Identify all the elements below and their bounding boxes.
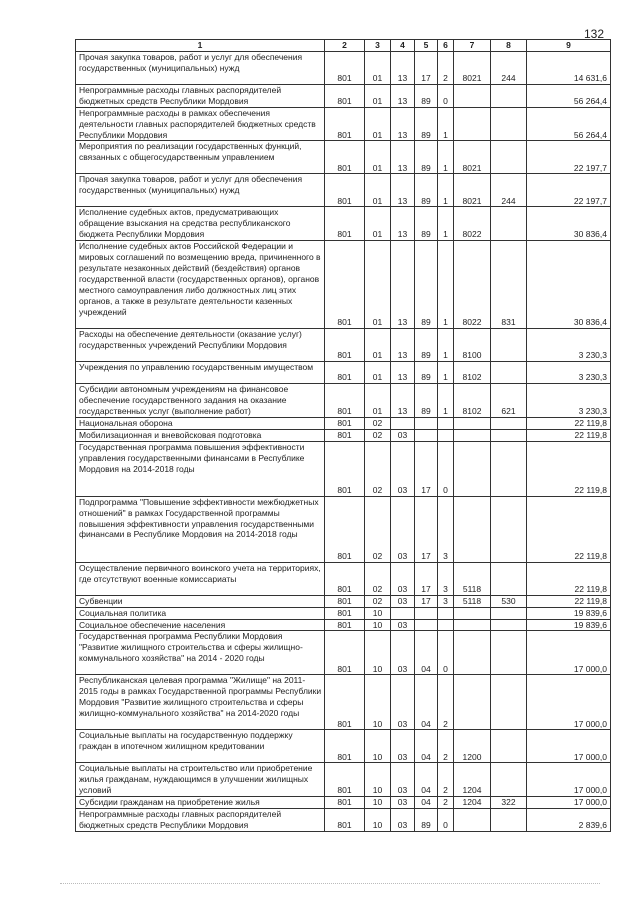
row-description: Непрограммные расходы главных распорядителей бюджетных средств Республики Мордовия bbox=[76, 809, 325, 832]
row-description: Субсидии гражданам на приобретение жилья bbox=[76, 797, 325, 809]
row-amount: 22 119,8 bbox=[527, 429, 611, 441]
row-amount: 22 119,8 bbox=[527, 562, 611, 595]
row-code-c8 bbox=[491, 429, 527, 441]
row-code-c2: 801 bbox=[325, 417, 365, 429]
row-amount: 3 230,3 bbox=[527, 329, 611, 362]
row-description: Мобилизационная и вневойсковая подготовка bbox=[76, 429, 325, 441]
row-description: Подпрограмма "Повышение эффективности межбюджетных отношений" в рамках Государственной программы повышения эффективности управления государственными финансами в Республике Мордовия на 2014-2018 годы bbox=[76, 496, 325, 562]
table-row bbox=[76, 141, 611, 174]
row-code-c7: 8022 bbox=[454, 241, 491, 329]
row-code-c8 bbox=[491, 730, 527, 763]
row-amount: 3 230,3 bbox=[527, 384, 611, 418]
row-code-c7: 8102 bbox=[454, 362, 491, 384]
row-code-c5: 04 bbox=[415, 797, 438, 809]
row-code-c8: 621 bbox=[491, 384, 527, 418]
row-code-c5: 04 bbox=[415, 730, 438, 763]
page-bottom-rule bbox=[60, 883, 600, 884]
table-row bbox=[76, 329, 611, 362]
row-code-c4: 03 bbox=[391, 562, 415, 595]
row-amount: 17 000,0 bbox=[527, 730, 611, 763]
row-code-c4 bbox=[391, 607, 415, 619]
row-code-c6 bbox=[438, 429, 454, 441]
row-code-c3: 01 bbox=[365, 329, 391, 362]
row-code-c2: 801 bbox=[325, 631, 365, 675]
row-code-c3: 10 bbox=[365, 797, 391, 809]
row-description: Прочая закупка товаров, работ и услуг для обеспечения государственных (муниципальных) нужд bbox=[76, 51, 325, 84]
row-code-c3: 02 bbox=[365, 441, 391, 496]
row-description: Социальная политика bbox=[76, 607, 325, 619]
row-code-c3: 10 bbox=[365, 675, 391, 730]
row-code-c6: 1 bbox=[438, 362, 454, 384]
row-code-c3: 01 bbox=[365, 362, 391, 384]
table-row bbox=[76, 384, 611, 418]
row-code-c8 bbox=[491, 809, 527, 832]
column-header-9: 9 bbox=[527, 40, 611, 52]
row-code-c2: 801 bbox=[325, 595, 365, 607]
row-code-c4: 03 bbox=[391, 730, 415, 763]
row-code-c7 bbox=[454, 107, 491, 141]
row-code-c5: 89 bbox=[415, 141, 438, 174]
table-row bbox=[76, 362, 611, 384]
row-code-c8 bbox=[491, 207, 527, 241]
row-code-c4: 03 bbox=[391, 429, 415, 441]
row-amount: 30 836,4 bbox=[527, 241, 611, 329]
row-code-c6: 2 bbox=[438, 797, 454, 809]
row-code-c2: 801 bbox=[325, 763, 365, 797]
table-row bbox=[76, 607, 611, 619]
row-code-c6 bbox=[438, 619, 454, 631]
row-code-c2: 801 bbox=[325, 429, 365, 441]
column-header-1: 1 bbox=[76, 40, 325, 52]
row-description: Осуществление первичного воинского учета на территориях, где отсутствуют военные комиссариаты bbox=[76, 562, 325, 595]
column-header-7: 7 bbox=[454, 40, 491, 52]
column-header-5: 5 bbox=[415, 40, 438, 52]
budget-table bbox=[75, 39, 611, 832]
row-code-c2: 801 bbox=[325, 241, 365, 329]
row-code-c4: 03 bbox=[391, 441, 415, 496]
row-code-c6: 1 bbox=[438, 329, 454, 362]
row-code-c4: 13 bbox=[391, 107, 415, 141]
table-body bbox=[76, 51, 611, 831]
row-code-c7: 1200 bbox=[454, 730, 491, 763]
row-code-c5: 17 bbox=[415, 441, 438, 496]
row-code-c8 bbox=[491, 675, 527, 730]
row-code-c5: 89 bbox=[415, 329, 438, 362]
row-code-c2: 801 bbox=[325, 619, 365, 631]
row-code-c7: 8022 bbox=[454, 207, 491, 241]
row-code-c2: 801 bbox=[325, 809, 365, 832]
row-code-c2: 801 bbox=[325, 329, 365, 362]
row-code-c3: 10 bbox=[365, 730, 391, 763]
row-code-c6: 2 bbox=[438, 51, 454, 84]
row-code-c6 bbox=[438, 417, 454, 429]
row-code-c6: 1 bbox=[438, 174, 454, 207]
row-code-c7 bbox=[454, 675, 491, 730]
row-code-c7: 5118 bbox=[454, 595, 491, 607]
row-code-c6: 2 bbox=[438, 675, 454, 730]
row-code-c5: 89 bbox=[415, 107, 438, 141]
row-code-c2: 801 bbox=[325, 51, 365, 84]
row-code-c6: 0 bbox=[438, 441, 454, 496]
row-amount: 17 000,0 bbox=[527, 675, 611, 730]
row-code-c3: 10 bbox=[365, 607, 391, 619]
row-description: Социальные выплаты на строительство или приобретение жилья гражданам, нуждающимся в улучшении жилищных условий bbox=[76, 763, 325, 797]
column-header-4: 4 bbox=[391, 40, 415, 52]
row-code-c2: 801 bbox=[325, 84, 365, 107]
table-row bbox=[76, 441, 611, 496]
row-code-c4: 13 bbox=[391, 51, 415, 84]
row-code-c8 bbox=[491, 141, 527, 174]
row-code-c3: 01 bbox=[365, 241, 391, 329]
row-code-c5: 17 bbox=[415, 496, 438, 562]
row-amount: 56 264,4 bbox=[527, 84, 611, 107]
row-code-c4: 03 bbox=[391, 631, 415, 675]
row-code-c8: 322 bbox=[491, 797, 527, 809]
row-code-c7: 8102 bbox=[454, 384, 491, 418]
row-code-c2: 801 bbox=[325, 384, 365, 418]
row-description: Государственная программа повышения эффективности управления государственными финансами в Республике Мордовия на 2014-2018 годы bbox=[76, 441, 325, 496]
row-code-c6: 1 bbox=[438, 384, 454, 418]
row-code-c8 bbox=[491, 496, 527, 562]
row-code-c4: 13 bbox=[391, 241, 415, 329]
row-amount: 22 197,7 bbox=[527, 141, 611, 174]
row-description: Национальная оборона bbox=[76, 417, 325, 429]
table-row bbox=[76, 174, 611, 207]
row-code-c3: 02 bbox=[365, 417, 391, 429]
row-amount: 30 836,4 bbox=[527, 207, 611, 241]
row-code-c2: 801 bbox=[325, 107, 365, 141]
row-code-c6: 1 bbox=[438, 207, 454, 241]
row-code-c2: 801 bbox=[325, 441, 365, 496]
row-code-c5: 89 bbox=[415, 207, 438, 241]
row-code-c7 bbox=[454, 417, 491, 429]
row-amount: 2 839,6 bbox=[527, 809, 611, 832]
table-row bbox=[76, 675, 611, 730]
row-code-c6: 0 bbox=[438, 809, 454, 832]
table-row bbox=[76, 619, 611, 631]
table-row bbox=[76, 730, 611, 763]
row-code-c4 bbox=[391, 417, 415, 429]
row-code-c7 bbox=[454, 631, 491, 675]
row-description: Социальное обеспечение населения bbox=[76, 619, 325, 631]
row-code-c8 bbox=[491, 362, 527, 384]
page-number: 132 bbox=[584, 27, 605, 41]
row-code-c2: 801 bbox=[325, 797, 365, 809]
row-code-c7 bbox=[454, 619, 491, 631]
row-code-c5: 17 bbox=[415, 595, 438, 607]
row-code-c3: 02 bbox=[365, 496, 391, 562]
row-code-c3: 01 bbox=[365, 207, 391, 241]
row-code-c2: 801 bbox=[325, 362, 365, 384]
row-code-c8 bbox=[491, 562, 527, 595]
row-amount: 22 119,8 bbox=[527, 595, 611, 607]
row-description: Исполнение судебных актов Российской Федерации и мировых соглашений по возмещению вреда, причиненного в результате незаконных действий (бездействия) органов государственной власти (государственных органов), органов местного самоуправления либо должностных лиц этих органов, а также в результате деятельности казенных учреждений bbox=[76, 241, 325, 329]
row-code-c2: 801 bbox=[325, 562, 365, 595]
row-code-c8 bbox=[491, 607, 527, 619]
row-code-c3: 01 bbox=[365, 51, 391, 84]
row-code-c5: 89 bbox=[415, 809, 438, 832]
row-amount: 17 000,0 bbox=[527, 763, 611, 797]
row-code-c5: 17 bbox=[415, 51, 438, 84]
row-code-c4: 03 bbox=[391, 595, 415, 607]
row-amount: 17 000,0 bbox=[527, 797, 611, 809]
row-code-c8 bbox=[491, 107, 527, 141]
row-code-c6: 1 bbox=[438, 107, 454, 141]
row-code-c8: 244 bbox=[491, 51, 527, 84]
column-header-8: 8 bbox=[491, 40, 527, 52]
table-row bbox=[76, 417, 611, 429]
row-code-c4: 03 bbox=[391, 797, 415, 809]
row-amount: 22 119,8 bbox=[527, 496, 611, 562]
row-code-c6: 3 bbox=[438, 595, 454, 607]
table-header-row bbox=[76, 40, 611, 52]
row-code-c7 bbox=[454, 84, 491, 107]
row-code-c3: 01 bbox=[365, 174, 391, 207]
row-code-c4: 03 bbox=[391, 809, 415, 832]
row-code-c5: 89 bbox=[415, 241, 438, 329]
row-code-c3: 10 bbox=[365, 763, 391, 797]
row-code-c6: 3 bbox=[438, 562, 454, 595]
row-code-c2: 801 bbox=[325, 174, 365, 207]
row-code-c5 bbox=[415, 607, 438, 619]
row-code-c5: 04 bbox=[415, 763, 438, 797]
table-row bbox=[76, 84, 611, 107]
row-code-c5: 89 bbox=[415, 174, 438, 207]
row-code-c3: 01 bbox=[365, 141, 391, 174]
row-code-c3: 02 bbox=[365, 429, 391, 441]
row-amount: 19 839,6 bbox=[527, 607, 611, 619]
row-code-c7 bbox=[454, 429, 491, 441]
row-description: Прочая закупка товаров, работ и услуг для обеспечения государственных (муниципальных) нужд bbox=[76, 174, 325, 207]
row-code-c8 bbox=[491, 84, 527, 107]
row-description: Непрограммные расходы главных распорядителей бюджетных средств Республики Мордовия bbox=[76, 84, 325, 107]
row-amount: 56 264,4 bbox=[527, 107, 611, 141]
table-row bbox=[76, 496, 611, 562]
row-code-c2: 801 bbox=[325, 207, 365, 241]
row-code-c2: 801 bbox=[325, 607, 365, 619]
row-code-c8 bbox=[491, 417, 527, 429]
row-code-c5 bbox=[415, 429, 438, 441]
table-row bbox=[76, 429, 611, 441]
table-row bbox=[76, 562, 611, 595]
row-code-c7: 8021 bbox=[454, 174, 491, 207]
row-code-c8 bbox=[491, 619, 527, 631]
row-description: Государственная программа Республики Мордовия "Развитие жилищного строительства и сферы жилищно-коммунального хозяйства" на 2014 - 2020 годы bbox=[76, 631, 325, 675]
row-code-c6: 0 bbox=[438, 84, 454, 107]
row-code-c7 bbox=[454, 441, 491, 496]
row-code-c3: 10 bbox=[365, 619, 391, 631]
row-code-c2: 801 bbox=[325, 496, 365, 562]
row-code-c7 bbox=[454, 496, 491, 562]
row-code-c4: 13 bbox=[391, 384, 415, 418]
row-code-c4: 13 bbox=[391, 329, 415, 362]
row-code-c4: 13 bbox=[391, 362, 415, 384]
row-code-c4: 03 bbox=[391, 675, 415, 730]
row-code-c3: 10 bbox=[365, 631, 391, 675]
row-description: Республиканская целевая программа "Жилище" на 2011-2015 годы в рамках Государственной программы Республики Мордовия "Развитие жилищного строительства и сферы жилищно-коммунального хозяйства" на 2014-2020 годы bbox=[76, 675, 325, 730]
table-row bbox=[76, 51, 611, 84]
row-code-c8 bbox=[491, 441, 527, 496]
row-code-c6: 0 bbox=[438, 631, 454, 675]
row-amount: 22 197,7 bbox=[527, 174, 611, 207]
row-code-c3: 10 bbox=[365, 809, 391, 832]
row-amount: 19 839,6 bbox=[527, 619, 611, 631]
row-code-c4: 03 bbox=[391, 496, 415, 562]
row-code-c4: 13 bbox=[391, 141, 415, 174]
row-code-c3: 02 bbox=[365, 562, 391, 595]
row-code-c8: 530 bbox=[491, 595, 527, 607]
table-row bbox=[76, 797, 611, 809]
row-code-c3: 02 bbox=[365, 595, 391, 607]
row-code-c7: 1204 bbox=[454, 763, 491, 797]
row-code-c8 bbox=[491, 763, 527, 797]
row-code-c6: 1 bbox=[438, 141, 454, 174]
row-code-c4: 03 bbox=[391, 763, 415, 797]
row-code-c3: 01 bbox=[365, 384, 391, 418]
table-row bbox=[76, 207, 611, 241]
row-code-c4: 03 bbox=[391, 619, 415, 631]
table-row bbox=[76, 809, 611, 832]
table-row bbox=[76, 107, 611, 141]
row-code-c7: 8100 bbox=[454, 329, 491, 362]
table-row bbox=[76, 595, 611, 607]
row-amount: 14 631,6 bbox=[527, 51, 611, 84]
row-code-c5: 04 bbox=[415, 631, 438, 675]
column-header-2: 2 bbox=[325, 40, 365, 52]
column-header-3: 3 bbox=[365, 40, 391, 52]
row-code-c5 bbox=[415, 619, 438, 631]
row-code-c2: 801 bbox=[325, 141, 365, 174]
column-header-6: 6 bbox=[438, 40, 454, 52]
row-code-c5: 17 bbox=[415, 562, 438, 595]
row-code-c7 bbox=[454, 607, 491, 619]
row-amount: 3 230,3 bbox=[527, 362, 611, 384]
row-code-c4: 13 bbox=[391, 174, 415, 207]
row-code-c5: 89 bbox=[415, 84, 438, 107]
row-description: Непрограммные расходы в рамках обеспечения деятельности главных распорядителей бюджетных средств Республики Мордовия bbox=[76, 107, 325, 141]
row-code-c2: 801 bbox=[325, 675, 365, 730]
row-code-c8: 831 bbox=[491, 241, 527, 329]
table-row bbox=[76, 241, 611, 329]
row-code-c7: 8021 bbox=[454, 51, 491, 84]
row-code-c7: 8021 bbox=[454, 141, 491, 174]
row-code-c2: 801 bbox=[325, 730, 365, 763]
row-amount: 22 119,8 bbox=[527, 417, 611, 429]
row-description: Исполнение судебных актов, предусматривающих обращение взыскания на средства республиканского бюджета Республики Мордовия bbox=[76, 207, 325, 241]
row-code-c7 bbox=[454, 809, 491, 832]
row-code-c5 bbox=[415, 417, 438, 429]
row-description: Субсидии автономным учреждениям на финансовое обеспечение государственного задания на оказание государственных услуг (выполнение работ) bbox=[76, 384, 325, 418]
row-code-c8: 244 bbox=[491, 174, 527, 207]
row-description: Социальные выплаты на государственную поддержку граждан в ипотечном жилищном кредитовании bbox=[76, 730, 325, 763]
row-code-c3: 01 bbox=[365, 107, 391, 141]
row-description: Субвенции bbox=[76, 595, 325, 607]
row-code-c6 bbox=[438, 607, 454, 619]
row-description: Расходы на обеспечение деятельности (оказание услуг) государственных учреждений Республики Мордовия bbox=[76, 329, 325, 362]
row-code-c5: 04 bbox=[415, 675, 438, 730]
row-code-c3: 01 bbox=[365, 84, 391, 107]
table-row bbox=[76, 763, 611, 797]
row-code-c8 bbox=[491, 329, 527, 362]
row-amount: 22 119,8 bbox=[527, 441, 611, 496]
row-amount: 17 000,0 bbox=[527, 631, 611, 675]
table-row bbox=[76, 631, 611, 675]
row-code-c6: 2 bbox=[438, 730, 454, 763]
row-code-c6: 2 bbox=[438, 763, 454, 797]
row-code-c4: 13 bbox=[391, 84, 415, 107]
row-code-c7: 5118 bbox=[454, 562, 491, 595]
row-description: Учреждения по управлению государственным имуществом bbox=[76, 362, 325, 384]
row-code-c8 bbox=[491, 631, 527, 675]
row-code-c6: 3 bbox=[438, 496, 454, 562]
row-code-c6: 1 bbox=[438, 241, 454, 329]
row-code-c5: 89 bbox=[415, 384, 438, 418]
row-code-c4: 13 bbox=[391, 207, 415, 241]
row-description: Мероприятия по реализации государственных функций, связанных с общегосударственным управлением bbox=[76, 141, 325, 174]
row-code-c5: 89 bbox=[415, 362, 438, 384]
row-code-c7: 1204 bbox=[454, 797, 491, 809]
